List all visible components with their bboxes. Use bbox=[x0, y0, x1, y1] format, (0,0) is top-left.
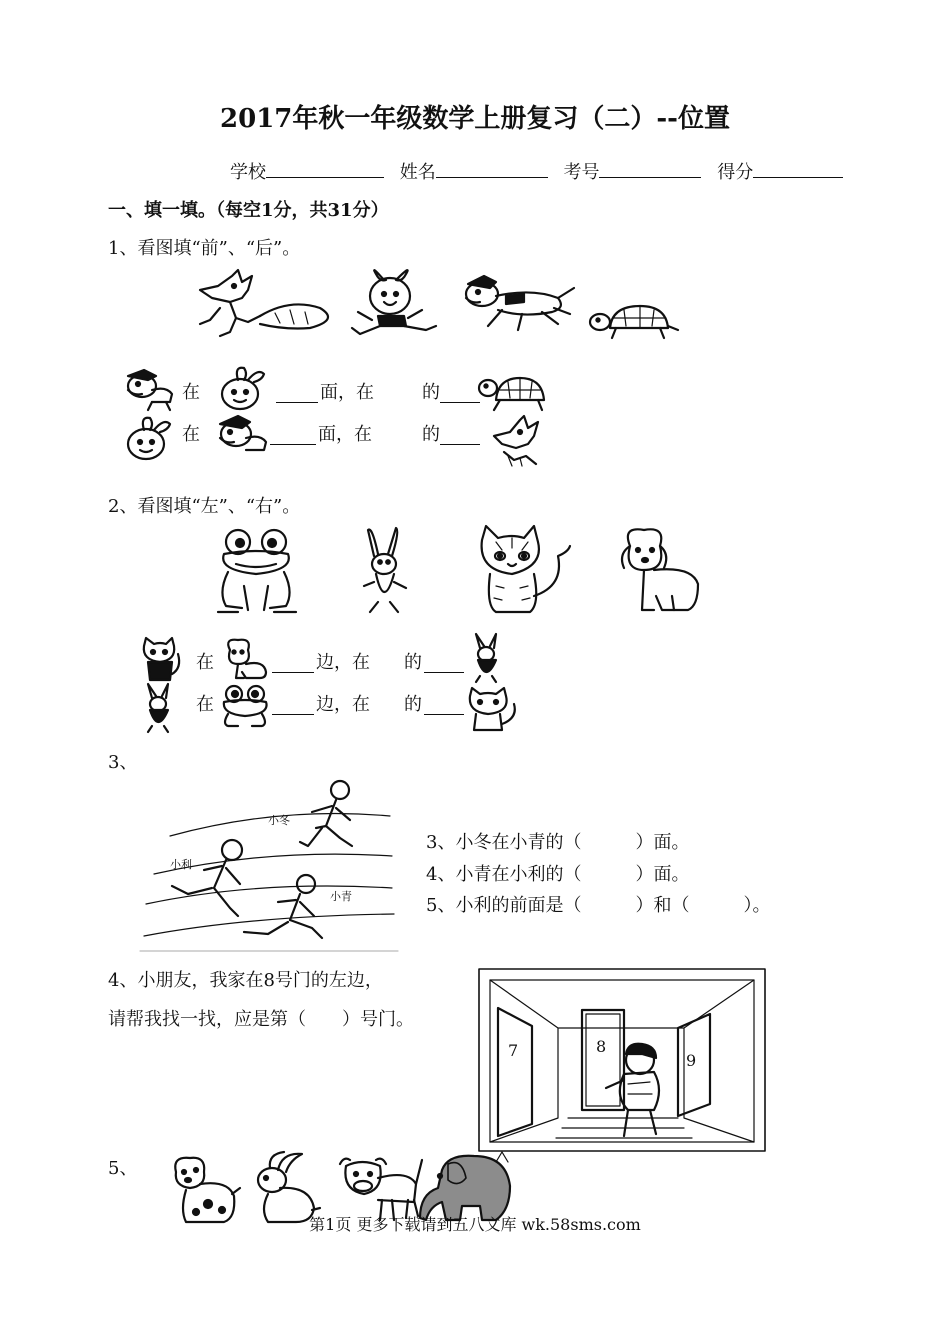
q2-row1-blank2[interactable] bbox=[424, 658, 464, 673]
exam-no-field[interactable] bbox=[599, 159, 701, 178]
fox-icon bbox=[490, 416, 552, 468]
q3-line-1: 3、小冬在小青的（ ）面。 bbox=[426, 832, 690, 853]
q2-row2-de: 的 bbox=[404, 694, 422, 715]
student-info-row bbox=[230, 158, 843, 184]
door-9-number: 9 bbox=[686, 1051, 697, 1070]
door-8-icon bbox=[582, 1010, 624, 1110]
question-5-label: 5、 bbox=[108, 1158, 138, 1179]
turtle-icon bbox=[590, 306, 678, 338]
cat-icon bbox=[482, 526, 570, 612]
door-7-icon bbox=[498, 1008, 532, 1136]
q4-line-2: 请帮我找一找，应是第（ ）号门。 bbox=[108, 1009, 414, 1030]
door-7-number: 7 bbox=[508, 1041, 519, 1060]
dog-icon bbox=[622, 529, 698, 610]
q2-row2-blank2[interactable] bbox=[424, 700, 464, 715]
q4-line-1: 4、小朋友，我家在8号门的左边， bbox=[108, 970, 383, 991]
q3-line-3: 5、小利的前面是（ ）和（ ）。 bbox=[426, 895, 771, 916]
cow-icon bbox=[340, 1159, 422, 1220]
q2-row1-bian: 边，在 bbox=[316, 652, 370, 673]
fox-icon bbox=[200, 270, 328, 336]
rabbit-icon bbox=[364, 528, 406, 612]
q1-row1-mian: 面，在 bbox=[320, 382, 374, 403]
rabbit-icon bbox=[142, 684, 176, 734]
elephant-icon bbox=[420, 1152, 510, 1220]
name-field[interactable] bbox=[436, 159, 548, 178]
dog-icon bbox=[214, 414, 270, 458]
door-9-icon bbox=[678, 1014, 710, 1116]
animal-lineup-illustration bbox=[214, 526, 704, 618]
cat-icon bbox=[466, 688, 520, 734]
frog-icon bbox=[218, 530, 296, 612]
exam-no-label: 考号 bbox=[563, 162, 600, 183]
page-footer: 第1页 更多下载请到五八文库 wk.58sms.com bbox=[309, 1215, 641, 1234]
q1-row2-blank2[interactable] bbox=[440, 430, 480, 445]
dog-icon bbox=[220, 638, 270, 680]
q1-row1-de: 的 bbox=[422, 382, 440, 403]
q2-row1-zai: 在 bbox=[196, 652, 214, 673]
runner-xiaoqing-icon bbox=[244, 875, 322, 938]
q2-row1-de: 的 bbox=[404, 652, 422, 673]
question-2-label: 2、看图填“左”、“右”。 bbox=[108, 496, 301, 517]
runner-label-xiaoqing: 小青 bbox=[330, 890, 352, 903]
q2-row2-bian: 边，在 bbox=[316, 694, 370, 715]
animal-race-illustration bbox=[190, 268, 680, 348]
q2-row2-blank1[interactable] bbox=[272, 700, 314, 715]
runner-label-xiaoli: 小利 bbox=[170, 858, 192, 871]
q1-row2-de: 的 bbox=[422, 424, 440, 445]
dog-icon bbox=[466, 276, 574, 330]
score-label: 得分 bbox=[717, 162, 754, 183]
page-title: 2017年秋一年级数学上册复习（二）--位置 bbox=[220, 104, 730, 134]
score-field[interactable] bbox=[753, 159, 843, 178]
q1-row1-blank1[interactable] bbox=[276, 388, 318, 403]
q2-row1-blank1[interactable] bbox=[272, 658, 314, 673]
frog-icon bbox=[220, 684, 272, 728]
boy-icon bbox=[606, 1044, 659, 1136]
school-field[interactable] bbox=[266, 159, 384, 178]
runner-xiaoli-icon bbox=[172, 840, 242, 916]
q1-row2-mian: 面，在 bbox=[318, 424, 372, 445]
dog-icon bbox=[122, 368, 178, 412]
rabbit-icon bbox=[470, 634, 504, 684]
q1-row2-blank1[interactable] bbox=[270, 430, 316, 445]
school-label: 学校 bbox=[230, 162, 266, 183]
turtle-icon bbox=[478, 372, 548, 416]
section-heading: 一、填一填。（每空1分，共31分） bbox=[108, 200, 389, 221]
question-1-label: 1、看图填“前”、“后”。 bbox=[108, 238, 301, 259]
rabbit-icon bbox=[122, 416, 178, 462]
cat-icon bbox=[140, 638, 182, 682]
hallway-doors-illustration bbox=[478, 968, 766, 1152]
rabbit-icon bbox=[214, 366, 276, 412]
q2-row2-zai: 在 bbox=[196, 694, 214, 715]
q1-row2-zai: 在 bbox=[182, 424, 200, 445]
q3-line-2: 4、小青在小利的（ ）面。 bbox=[426, 864, 690, 885]
rabbit-icon bbox=[352, 270, 436, 334]
q1-row1-blank2[interactable] bbox=[440, 388, 480, 403]
running-track-illustration bbox=[140, 776, 400, 952]
runner-label-xiaodong: 小冬 bbox=[268, 814, 290, 827]
door-8-number: 8 bbox=[596, 1037, 607, 1056]
name-label: 姓名 bbox=[399, 162, 436, 183]
q1-row1-zai: 在 bbox=[182, 382, 200, 403]
question-3-label: 3、 bbox=[108, 752, 138, 773]
